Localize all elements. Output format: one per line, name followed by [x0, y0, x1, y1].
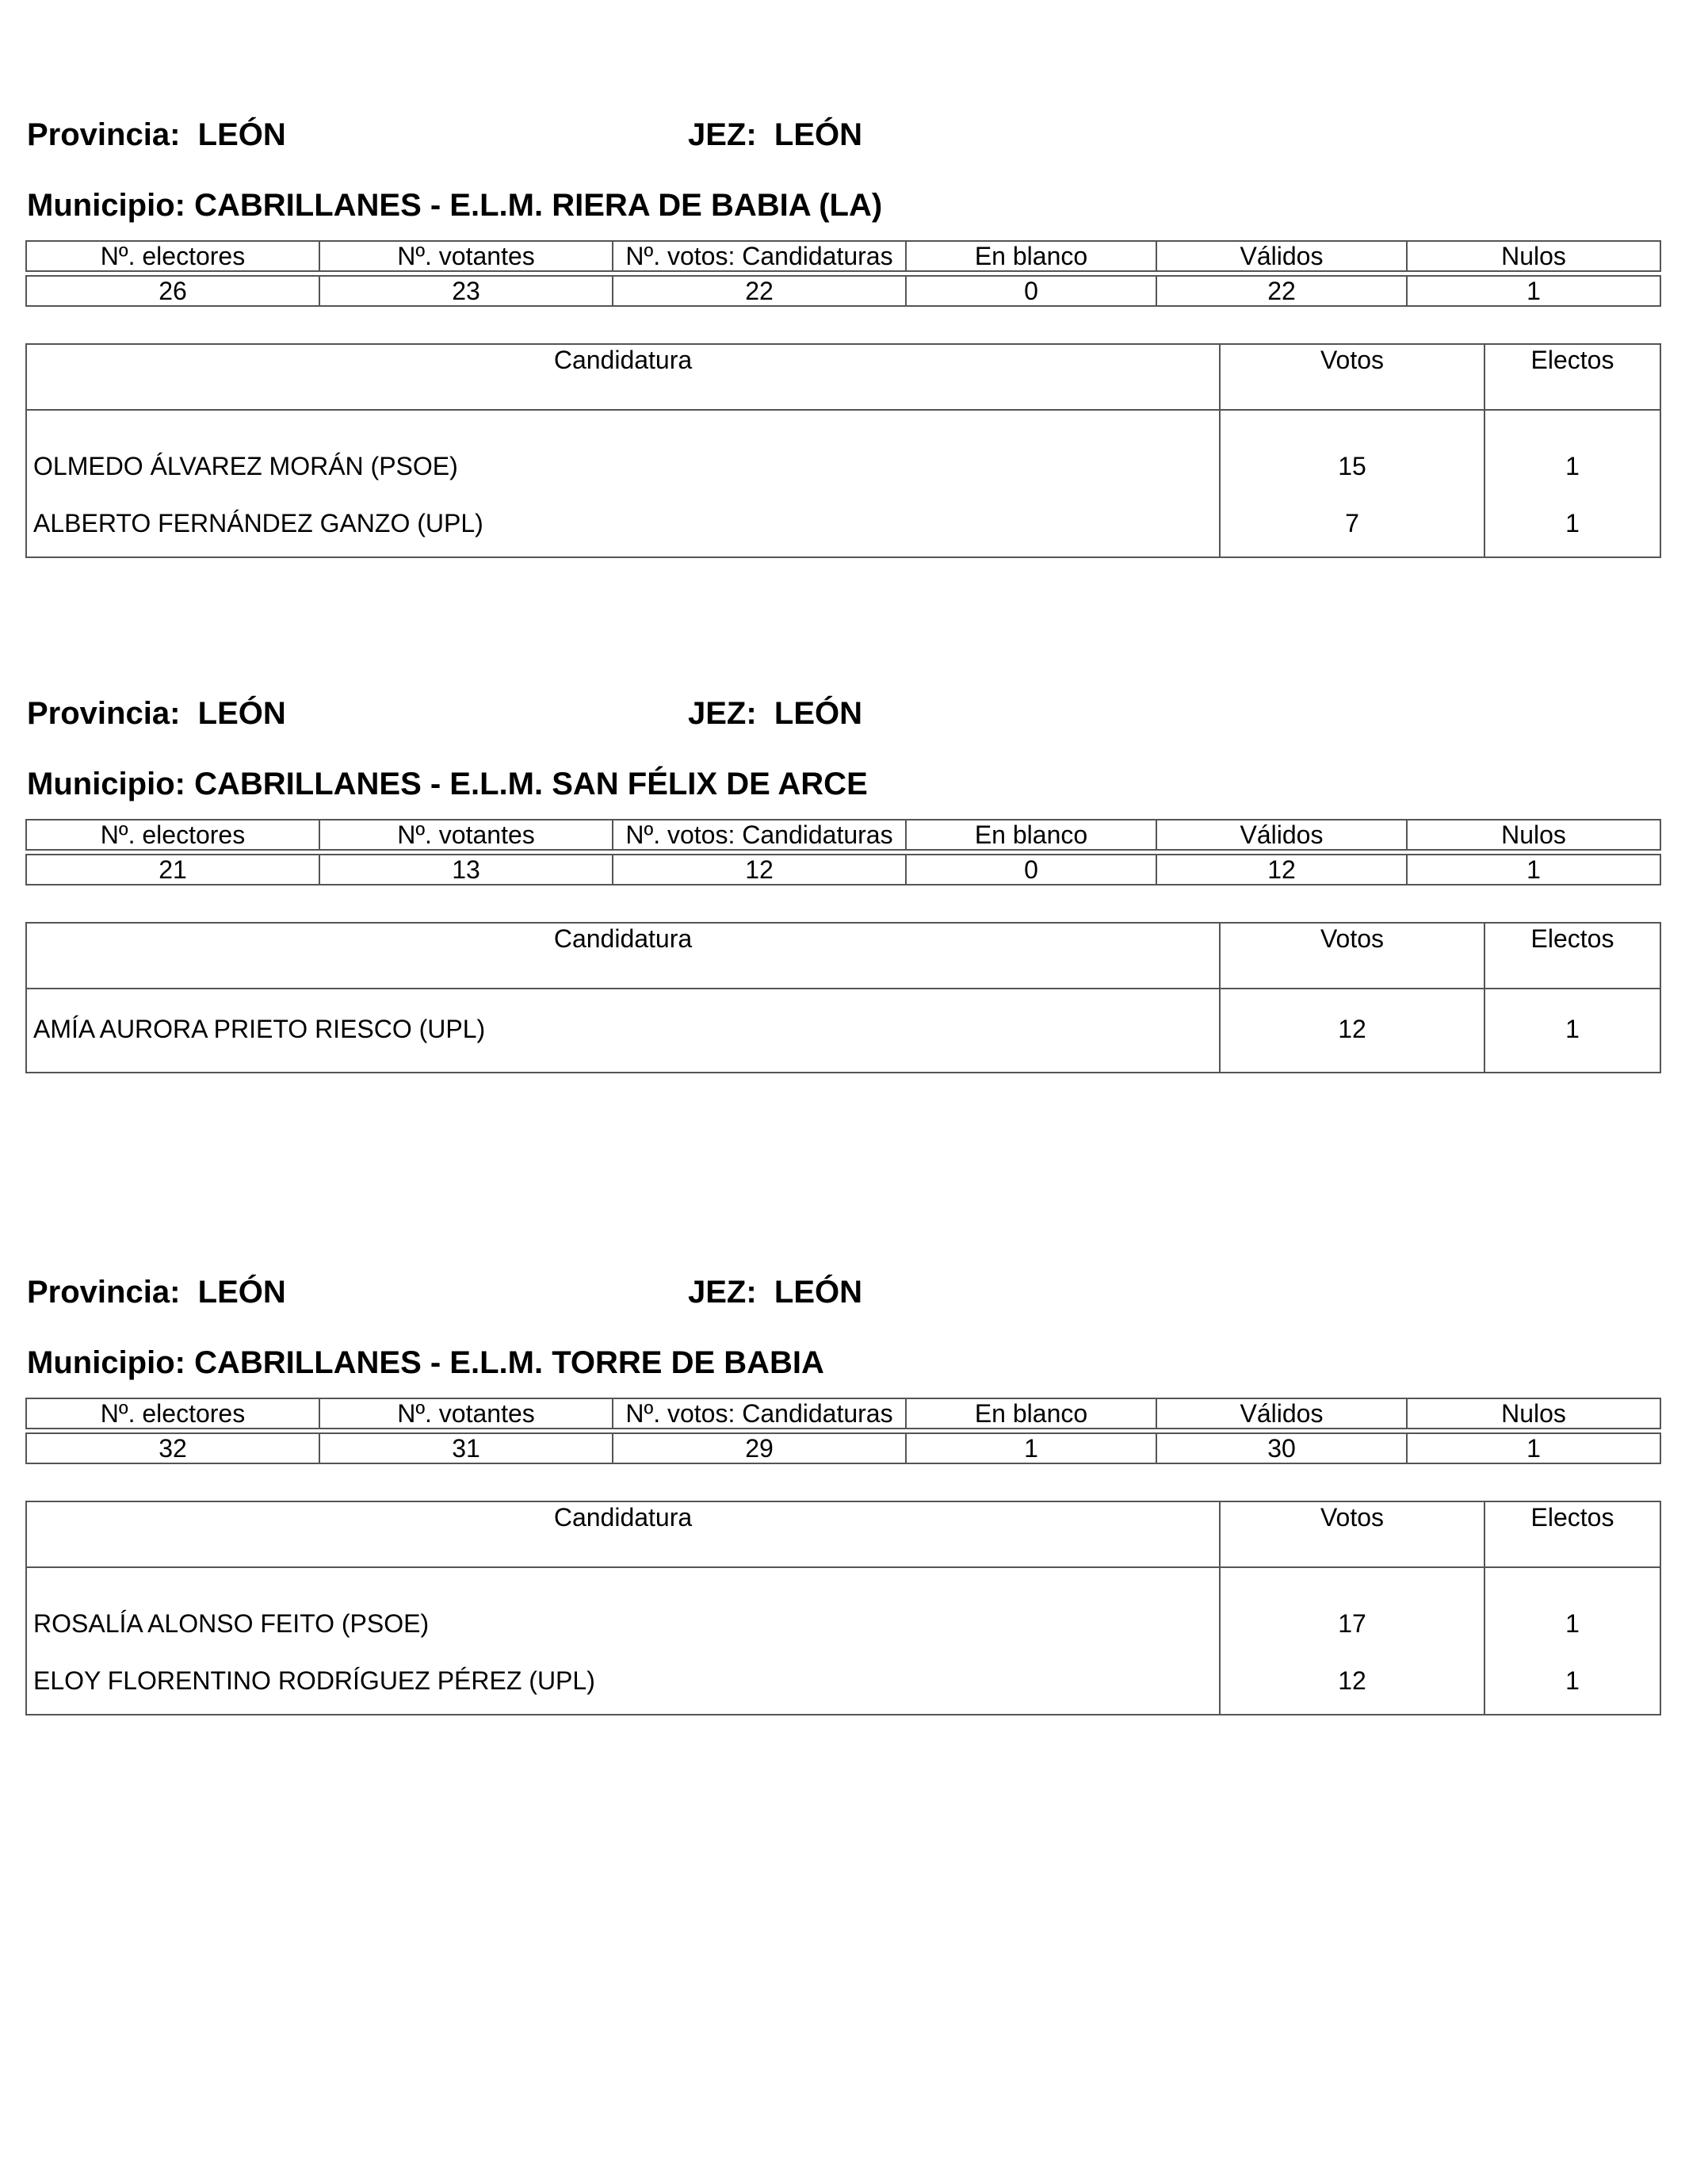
value-validos: 12 [1156, 855, 1407, 885]
header-votos-candidaturas: Nº. votos: Candidaturas [613, 241, 906, 271]
candidate-electos: 1 [1484, 1657, 1660, 1715]
jez-field: JEZ: LEÓN [688, 1275, 863, 1310]
header-electores: Nº. electores [26, 241, 319, 271]
value-votos-candidaturas: 22 [613, 276, 906, 306]
summary-values-row [26, 855, 1660, 885]
header-validos: Válidos [1156, 820, 1407, 850]
header-electores: Nº. electores [26, 820, 319, 850]
candidate-votos: 17 [1220, 1567, 1484, 1657]
candidate-votos: 15 [1220, 410, 1484, 499]
provincia-field: Provincia: LEÓN [27, 696, 286, 731]
header-candidatura: Candidatura [26, 1501, 1220, 1567]
value-en-blanco: 1 [906, 1433, 1156, 1463]
header-votantes: Nº. votantes [319, 820, 613, 850]
value-validos: 22 [1156, 276, 1407, 306]
header-votos-candidaturas: Nº. votos: Candidaturas [613, 1398, 906, 1429]
province-row [25, 1268, 1660, 1316]
candidate-electos: 1 [1484, 499, 1660, 557]
candidate-electos: 1 [1484, 989, 1660, 1073]
candidates-table [25, 343, 1661, 558]
value-en-blanco: 0 [906, 855, 1156, 885]
header-candidatura: Candidatura [26, 344, 1220, 410]
candidate-votos: 12 [1220, 1657, 1484, 1715]
table-row [26, 1567, 1660, 1657]
header-votantes: Nº. votantes [319, 1398, 613, 1429]
value-votantes: 31 [319, 1433, 613, 1463]
table-row [26, 989, 1660, 1073]
section-riera-de-babia [25, 111, 1660, 537]
section-san-felix-de-arce [25, 690, 1660, 1043]
header-nulos: Nulos [1407, 241, 1660, 271]
value-en-blanco: 0 [906, 276, 1156, 306]
summary-header-row [26, 1398, 1660, 1429]
value-votos-candidaturas: 29 [613, 1433, 906, 1463]
header-candidatura: Candidatura [26, 923, 1220, 989]
table-row [26, 410, 1660, 499]
summary-table [25, 1398, 1661, 1464]
header-electos: Electos [1484, 344, 1660, 410]
jez-field: JEZ: LEÓN [688, 117, 863, 152]
value-votantes: 23 [319, 276, 613, 306]
candidate-votos: 7 [1220, 499, 1484, 557]
summary-header-row [26, 241, 1660, 271]
value-nulos: 1 [1407, 1433, 1660, 1463]
header-electores: Nº. electores [26, 1398, 319, 1429]
candidates-header-row [26, 344, 1660, 410]
value-votos-candidaturas: 12 [613, 855, 906, 885]
summary-values-row [26, 276, 1660, 306]
header-votos: Votos [1220, 923, 1484, 989]
candidate-electos: 1 [1484, 1567, 1660, 1657]
summary-header-row [26, 820, 1660, 850]
value-validos: 30 [1156, 1433, 1407, 1463]
municipio-title: Municipio: CABRILLANES - E.L.M. RIERA DE BABIA (LA) [27, 188, 883, 223]
value-nulos: 1 [1407, 276, 1660, 306]
header-electos: Electos [1484, 1501, 1660, 1567]
candidates-table [25, 922, 1661, 1073]
value-electores: 21 [26, 855, 319, 885]
province-row [25, 111, 1660, 159]
municipio-title: Municipio: CABRILLANES - E.L.M. TORRE DE BABIA [27, 1345, 824, 1380]
summary-table [25, 240, 1661, 307]
candidates-table [25, 1501, 1661, 1715]
value-electores: 32 [26, 1433, 319, 1463]
jez-field: JEZ: LEÓN [688, 696, 863, 731]
candidate-name: ALBERTO FERNÁNDEZ GANZO (UPL) [26, 499, 1220, 557]
candidate-votos: 12 [1220, 989, 1484, 1073]
header-validos: Válidos [1156, 1398, 1407, 1429]
value-electores: 26 [26, 276, 319, 306]
province-row [25, 690, 1660, 737]
header-votantes: Nº. votantes [319, 241, 613, 271]
provincia-field: Provincia: LEÓN [27, 1275, 286, 1310]
provincia-field: Provincia: LEÓN [27, 117, 286, 152]
candidate-name: ROSALÍA ALONSO FEITO (PSOE) [26, 1567, 1220, 1657]
municipio-title: Municipio: CABRILLANES - E.L.M. SAN FÉLIX DE ARCE [27, 767, 868, 801]
header-votos: Votos [1220, 1501, 1484, 1567]
value-votantes: 13 [319, 855, 613, 885]
candidate-name: OLMEDO ÁLVAREZ MORÁN (PSOE) [26, 410, 1220, 499]
table-row [26, 1657, 1660, 1715]
candidates-header-row [26, 923, 1660, 989]
header-en-blanco: En blanco [906, 820, 1156, 850]
table-row [26, 499, 1660, 557]
header-nulos: Nulos [1407, 820, 1660, 850]
header-votos-candidaturas: Nº. votos: Candidaturas [613, 820, 906, 850]
value-nulos: 1 [1407, 855, 1660, 885]
section-torre-de-babia [25, 1268, 1660, 1695]
summary-values-row [26, 1433, 1660, 1463]
candidates-header-row [26, 1501, 1660, 1567]
header-validos: Válidos [1156, 241, 1407, 271]
header-electos: Electos [1484, 923, 1660, 989]
summary-table [25, 819, 1661, 885]
header-en-blanco: En blanco [906, 241, 1156, 271]
candidate-electos: 1 [1484, 410, 1660, 499]
candidate-name: ELOY FLORENTINO RODRÍGUEZ PÉREZ (UPL) [26, 1657, 1220, 1715]
header-votos: Votos [1220, 344, 1484, 410]
header-nulos: Nulos [1407, 1398, 1660, 1429]
header-en-blanco: En blanco [906, 1398, 1156, 1429]
candidate-name: AMÍA AURORA PRIETO RIESCO (UPL) [26, 989, 1220, 1073]
